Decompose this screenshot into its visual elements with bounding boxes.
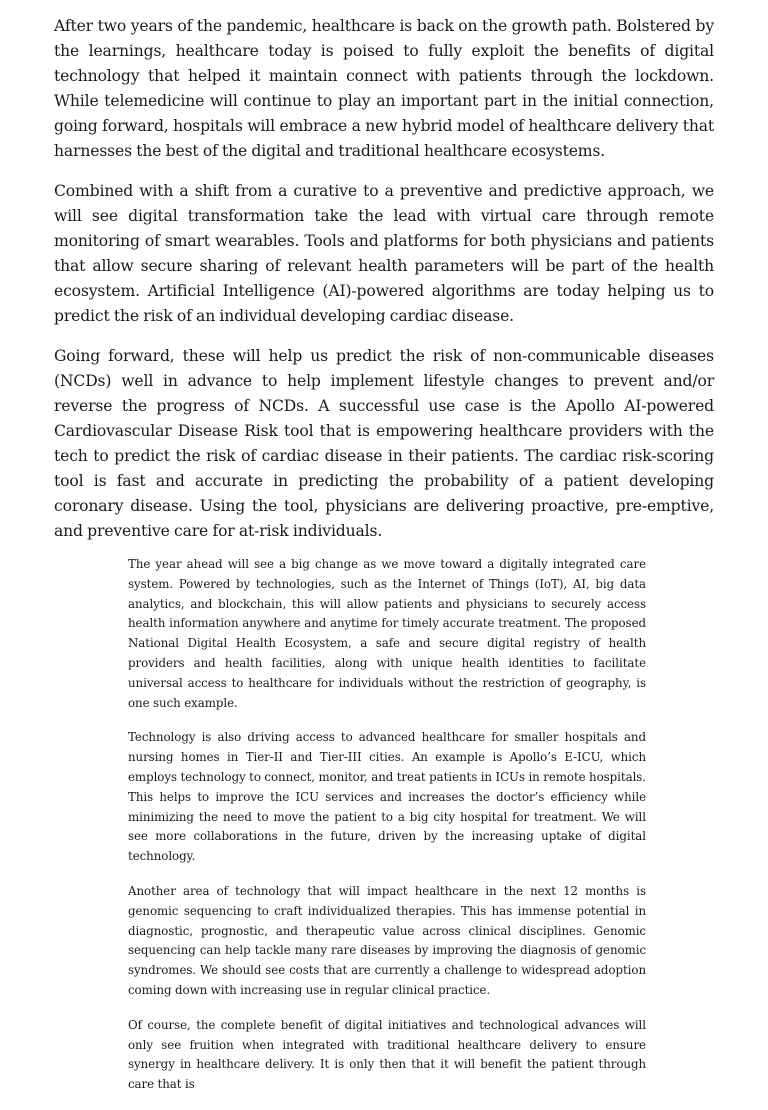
inset-paragraph: Technology is also driving access to advanced healthcare for smaller hospitals and nursing homes in Tier-II and Tier-III cities. An example is Apollo’s E-ICU, which employs technology to connect, monitor, and treat patients in ICUs in remote hospitals. This helps to improve the ICU services and increases the doctor’s efficiency while minimizing the need to move the patient to a big city hospital for treatment. We will see more collaborations in the future, driven by the increasing uptake of digital technology. (128, 730, 646, 864)
inset-paragraph: Another area of technology that will impact healthcare in the next 12 months is genomic sequencing to craft individualized therapies. This has immense potential in diagnostic, prognostic, and therapeutic value across clinical disciplines. Genomic sequencing can help tackle many rare diseases by improving the diagnosis of genomic syndromes. We should see costs that are currently a challenge to widespread adoption coming down with increasing use in regular clinical practice. (128, 883, 646, 997)
main-paragraph: Combined with a shift from a curative to a preventive and predictive approach, we will see digital transformation take the lead with virtual care through remote monitoring of smart wearables. Tools and platforms for both physicians and patients that allow secure sharing of relevant health parameters will be part of the health ecosystem. Artificial Intelligence (AI)-powered algorithms are today helping us to predict the risk of an individual developing cardiac disease. (54, 182, 714, 325)
main-paragraph: Going forward, these will help us predict the risk of non-communicable diseases (NCDs) well in advance to help implement lifestyle changes to prevent and/or reverse the progress of NCDs. A successful use case is the Apollo AI-powered Cardiovascular Disease Risk tool that is empowering healthcare providers with the tech to predict the risk of cardiac disease in their patients. The cardiac risk-scoring tool is fast and accurate in predicting the probability of a patient developing coronary disease. Using the tool, physicians are delivering proactive, pre-emptive, and preventive care for at-risk individuals. (54, 347, 714, 540)
inset-paragraph: The year ahead will see a big change as we move toward a digitally integrated care system. Powered by technologies, such as the Internet of Things (IoT), AI, big data analytics, and blockchain, this will allow patients and physicians to securely access health information anywhere and anytime for timely accurate treatment. The proposed National Digital Health Ecosystem, a safe and secure digital registry of health providers and health facilities, along with unique health identities to facilitate universal access to healthcare for individuals without the restriction of geography, is one such example. (128, 557, 646, 710)
main-paragraph: After two years of the pandemic, healthcare is back on the growth path. Bolstered by the learnings, healthcare today is poised to fully exploit the benefits of digital technology that helped it maintain connect with patients through the lockdown. While telemedicine will continue to play an important part in the initial connection, going forward, hospitals will embrace a new hybrid model of healthcare delivery that harnesses the best of the digital and traditional healthcare ecosystems. (54, 17, 714, 160)
inset-article-column (128, 555, 646, 1110)
main-article-column (54, 14, 714, 559)
inset-paragraph: Of course, the complete benefit of digital initiatives and technological advances will only see fruition when integrated with traditional healthcare delivery to ensure synergy in healthcare delivery. It is only then that it will benefit the patient through care that is (128, 1017, 646, 1092)
